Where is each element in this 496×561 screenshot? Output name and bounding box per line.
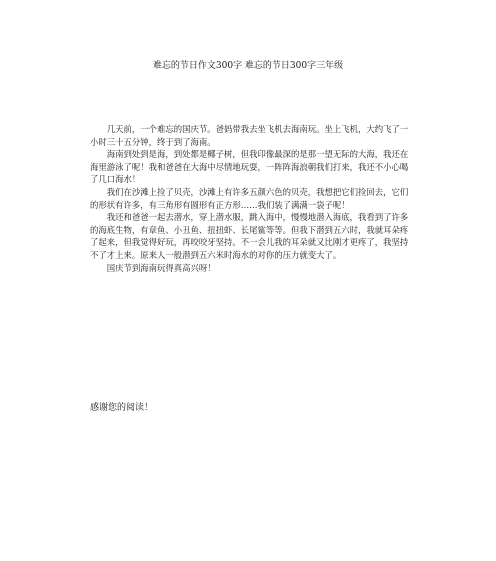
paragraph-2: 海南到处到是海，到处都是椰子树，但我印像最深的是那一望无际的大海，我还在海里游泳了呢！我和爸爸在大海中尽情地玩耍，一阵阵海浪朝我们打来，我还不小心喝了几口海水！ [90,149,409,185]
document-body [90,123,412,274]
paragraph-3: 我们在沙滩上捡了贝壳，沙滩上有许多五颜六色的贝壳，我想把它们捡回去，它们的形状有许多，有三角形有圆形有正方形……我们装了满满一袋子呢！ [90,186,409,210]
document-title: 难忘的节日作文300字 难忘的节日300字三年级 [152,61,344,71]
paragraph-4: 我还和爸爸一起去潜水，穿上潜水服，跳入海中，慢慢地潜入海底，我看到了许多的海底生物，有章鱼、小丑鱼、扭扭虾、长尾鲨等等。但我下潜到五六时，我就耳朵疼了起来，但我觉得好玩，再咬咬牙坚持。不一会儿我的耳朵就又比刚才更疼了，我坚持不了才上来。原来人一般潜到五六米时海水的对你的压力就变大了。 [90,212,409,260]
paragraph-5: 国庆节到海南玩得真高兴呀！ [90,262,216,273]
closing-text: 感谢您的阅读！ [90,403,154,413]
paragraph-1: 几天前，一个难忘的国庆节。爸妈带我去坐飞机去海南玩。坐上飞机，大约飞了一小时三十五分钟，终于到了海南。 [90,124,409,147]
